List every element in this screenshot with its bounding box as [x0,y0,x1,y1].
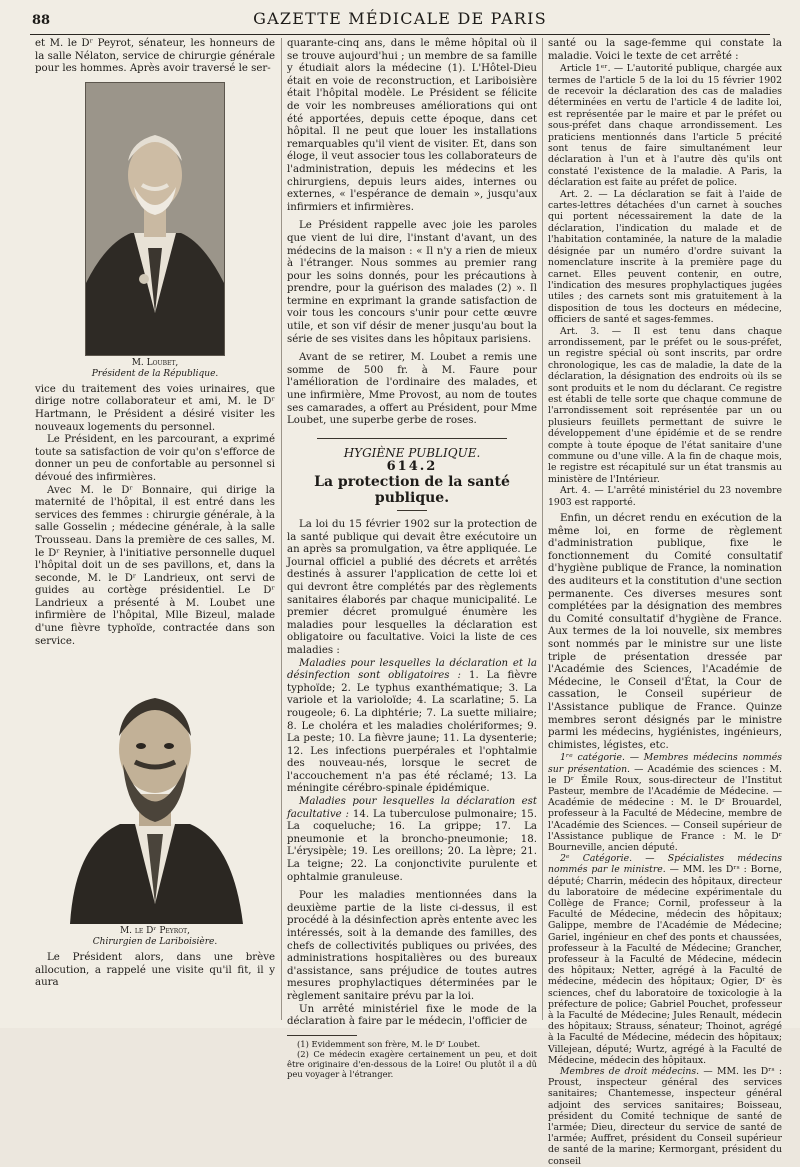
section-rule [317,438,507,439]
paragraph: Le Président, en les parcourant, a exprimé toute sa satisfaction de voir qu'on s'efforce de donner un peu de confortable au personnel si dévoué des infirmières. [35,434,275,483]
running-title: GAZETTE MÉDICALE DE PARIS [253,9,547,28]
decree-article: Article 1ᵉʳ. — L'autorité publique, chargée aux termes de l'article 5 de la loi du 15 février 1902 de recevoir la déclaration des cas de maladies déterminées en vertu de l'article 4 de ladite loi, est représentée par le maire et par le préfet ou sous-préfet dans chaque arrondissement. Les praticiens mentionnés dans l'article 5 précité sont tenus de faire simultanément leur déclaration à l'un et à l'autre dès qu'ils ont constaté l'existence de la maladie. A Paris, la déclaration est faite au préfet de police. [548,63,782,189]
column-divider [281,38,282,1020]
paragraph: et M. le Dʳ Peyrot, sénateur, les honneurs de la salle Nélaton, service de chirurgie générale pour les hommes. Après avoir traversé le ser- [35,38,275,75]
paragraph [548,752,782,853]
paragraph: Enfin, un décret rendu en exécution de la même loi, en forme de règlement d'administration publique, fixe le fonctionnement du Comité consultatif d'hygiène publique de France, la nomination des auditeurs et la constitution d'une section permanente. Ces diverses mesures sont complétées par la désignation des membres du Comité consultatif d'hygiène de France. Aux termes de la loi nouvelle, six membres sont nommés par le ministre sur une liste triple de présentation dressée par l'Académie des Sciences, l'Académie de Médecine, le Conseil d'État, la Cour de cassation, le Conseil supérieur de l'Assistance publique de France. Quinze membres seront désignés par le ministre parmi les médecins, hygiénistes, ingénieurs, chimistes, légistes, etc. [548,513,782,751]
category-heading: 2ᵉ Catégorie. — Spécialistes médecins nommés par le ministre. [548,853,782,876]
portrait-loubet-illustration [86,83,224,355]
paragraph: santé ou la sage-femme qui constate la maladie. Voici le texte de cet arrêté : [548,38,782,62]
figure-caption [35,926,275,948]
category-heading: 1ʳᵉ catégorie. — Membres médecins nommés sur présentation. [548,752,782,775]
column-divider [542,38,543,1020]
decree-article: Art. 3. — Il est tenu dans chaque arrondissement, par le préfet ou le sous-préfet, un registre spécial où sont inscrits, par ordre chronologique, les cas de maladie, la date de la déclaration, la désignation des endroits où ils se sont produits et le nom du déclarant. Ce registre est établi de telle sorte que chaque commune de l'arrondissement soit représentée par un ou plusieurs feuillets permettant de suivre le développement d'une épidémie et de se rendre compte à toute époque de l'état sanitaire d'une commune ou d'une ville. A la fin de chaque mois, le registre est récapitulé sur un état transmis au ministère de l'Intérieur. [548,325,782,485]
column-2 [287,38,537,1079]
category-heading: Membres de droit médecins. [560,1066,700,1077]
column-3 [548,38,782,1167]
page-number: 88 [32,13,51,28]
member-list: — MM. les Dʳˢ : Borne, député; Charrin, médecin des hôpitaux, directeur du laboratoire de médecine expérimentale du Collège de France; Cornil, professeur à la Faculté de Médecine, médecin des hôpitaux; Galippe, membre de l'Académie de Médecine; Gariel, ingénieur en chef des ponts et chaussées, professeur à la Faculté de Médecine; Grancher, professeur à la Faculté de Médecine, médecin des hôpitaux; Netter, agrégé à la Faculté de médecine, médecin des hôpitaux; Ogier, Dʳ ès sciences, chef du laboratoire de toxicologie à la préfecture de police; Gabriel Pouchet, professeur à la Faculté de Médecine; Jules Renault, médecin des hôpitaux; Strauss, sénateur; Thoinot, agrégé à la Faculté de Médecine, médecin des hôpitaux; Villejean, député; Wurtz, agrégé à la Faculté de Médecine, médecin des hôpitaux. [548,864,782,1066]
paragraph: Avec M. le Dʳ Bonnaire, qui dirige la maternité de l'hôpital, il est entré dans les services des femmes : chirurgie générale, à la salle Gosselin ; médecine générale, à la salle Trousseau. Dans la première de ces salles, M. le Dʳ Reynier, à l'initiative personnelle duquel l'hôpital doit un de ses pavillons, et, dans la seconde, M. le Dʳ Landrieux, ont servi de guides au cortège présidentiel. Le Dʳ Landrieux a présenté à M. Loubet une infirmière de l'hôpital, Mlle Bizeul, malade d'une fièvre typhoïde, contractée dans son service. [35,484,275,647]
paragraph: vice du traitement des voies urinaires, que dirige notre collaborateur et ami, M. le Dʳ Hartmann, le Président a désiré visiter les nouveaux logements du personnel. [35,383,275,433]
paragraph: Pour les maladies mentionnées dans la deuxième partie de la liste ci-dessus, il est procédé à la désinfection après entente avec les intéressés, soit à la demande des familles, des chefs de collectivités publiques ou privées, des administrations hospitalières ou des bureaux d'assistance, sans préjudice de toutes autres mesures prophylactiques déterminées par le règlement sanitaire prévu par la loi. [287,890,537,1002]
disease-list: 14. La tuberculose pulmonaire; 15. La coqueluche; 16. La grippe; 17. La pneumonie et la broncho-pneumonie; 18. L'érysipèle; 19. Les oreillons; 20. La lèpre; 21. La teigne; 22. La conjonctivite purulente et ophtalmie granuleuse. [287,808,537,883]
caption-name: M. le Dʳ Peyrot, [119,926,191,937]
title-rule [397,510,427,511]
column-1 [35,38,275,1020]
list-heading: Maladies pour lesquelles la déclaration est facultative : [287,796,537,820]
footnote: (2) Ce médecin exagère certainement un peu, et doit être originaire d'en-dessous de la Loire! Ou plutôt il a dû peu voyager à l'étranger. [287,1048,537,1079]
paragraph: Le Président rappelle avec joie les paroles que vient de lui dire, l'instant d'avant, un des médecins de la maison : « Il n'y a rien de mieux à l'étranger. Nous sommes au premier rang pour les soins donnés, pour les précautions à prendre, pour la guérison des malades (2) ». Il termine en exprimant la grande satisfaction de voir tous les concours s'unir pour cette œuvre utile, et son vif désir de mener jusqu'au bout la série de ses visites dans les hôpitaux parisiens. [287,220,537,345]
paragraph [287,796,537,884]
article-title: La protection de la santé publique. [314,474,510,506]
caption-name: M. Loubet, [131,357,179,368]
list-heading: Maladies pour lesquelles la déclaration et la désinfection sont obligatoires : [287,657,537,682]
paragraph [548,853,782,1066]
paragraph: La loi du 15 février 1902 sur la protection de la santé publique qui devait être exécutoire un an après sa promulgation, va être appliquée. Le Journal officiel a publié des décrets et arrêtés destinés à assurer l'application de cette loi et qui devront être complétés par des règlements sanitaires élaborés par chaque municipalité. Le premier décret promulgué énumère les maladies pour lesquelles la déclaration est obligatoire ou facultative. Voici la liste de ces maladies : [287,519,537,656]
paragraph [548,1066,782,1167]
portrait-loubet [85,82,225,356]
portrait-peyrot-illustration [65,654,245,924]
paragraph: Le Président alors, dans une brève allocution, a rappelé une visite qu'il fit, il y aura [35,952,275,989]
paragraph: Avant de se retirer, M. Loubet a remis une somme de 500 fr. à M. Faure pour l'amélioration de l'ordinaire des malades, et une infirmière, Mme Provost, au nom de toutes ses camarades, a offert au Président, pour Mme Loubet, une superbe gerbe de roses. [287,352,537,427]
paragraph: Un arrêté ministériel fixe le mode de la déclaration à faire par le médecin, l'officier de [287,1003,537,1028]
section-heading: HYGIÈNE PUBLIQUE. [343,445,481,460]
paragraph [287,658,537,797]
decree-article: Art. 4. — L'arrêté ministériel du 23 novembre 1903 est rapporté. [548,485,782,508]
disease-list: 1. La fièvre typhoïde; 2. Le typhus exanthématique; 3. La variole et la varioloïde; 4. La scarlatine; 5. La rougeole; 6. La diphtérie; 7. La suette miliaire; 8. Le choléra et les maladies cholériformes; 9. La peste; 10. La fièvre jaune; 11. La dysenterie; 12. Les infections puerpérales et l'ophtalmie des nouveau-nés, lorsque le secret de l'accouchement n'a pas été réclamé; 13. La méningite cérébro-spinale épidémique. [287,670,537,795]
portrait-peyrot [65,654,245,924]
caption-role: Chirurgien de Lariboisière. [92,937,218,948]
page-header [30,9,770,35]
caption-role: Président de la République. [91,368,219,379]
member-list: — Académie des sciences : M. le Dʳ Émile Roux, sous-directeur de l'Institut Pasteur, membre de l'Académie de Médecine. — Académie de médecine : M. le Dʳ Brouardel, professeur à la Faculté de Médecine, membre de l'Académie des Sciences. — Conseil supérieur de l'Assistance publique de France : M. le Dʳ Bourneville, ancien député. [548,763,782,853]
paragraph: quarante-cinq ans, dans le même hôpital où il se trouve aujourd'hui ; un membre de sa famille y étudiait alors la médecine (1). L'Hôtel-Dieu était en voie de reconstruction, et Lariboisière était l'hôpital modèle. Le Président se félicite de voir les nombreuses améliorations qui ont été apportées, depuis cette époque, dans cet hôpital. Il ne peut que louer les installations remarquables qu'il vient de visiter. Et, dans son éloge, il veut associer tous les collaborateurs de l'administration, depuis les médecins et les chirurgiens, depuis leurs aides, internes ou externes, « l'espérance de demain », jusqu'aux infirmiers et infirmières. [287,38,537,213]
member-list: — MM. les Dʳˢ : Proust, inspecteur général des services sanitaires; Chantemesse, inspecteur général adjoint des services sanitaires; Boisseau, président du Comité technique de santé de l'armée; Dieu, directeur du service de santé de l'armée; Auffret, président du Conseil supérieur de santé de la marine; Kermorgant, président du conseil [548,1066,782,1167]
article-number: 614.2 [386,459,438,475]
decree-article: Art. 2. — La déclaration se fait à l'aide de cartes-lettres détachées d'un carnet à souches qui portent nécessairement la date de la déclaration, l'indication du malade et de l'habitation contaminée, la nature de la maladie désignée par un numéro d'ordre suivant la nomenclature inscrite à la première page du carnet. Elles peuvent contenir, en outre, l'indication des mesures prophylactiques jugées utiles ; des carnets sont mis gratuitement à la disposition de tous les docteurs en médecine, officiers de santé et sages-femmes. [548,188,782,326]
footnote-rule [287,1035,357,1036]
figure-caption [35,358,275,380]
footnote: (1) Evidemment son frère, M. le Dʳ Loubet. [297,1038,481,1049]
